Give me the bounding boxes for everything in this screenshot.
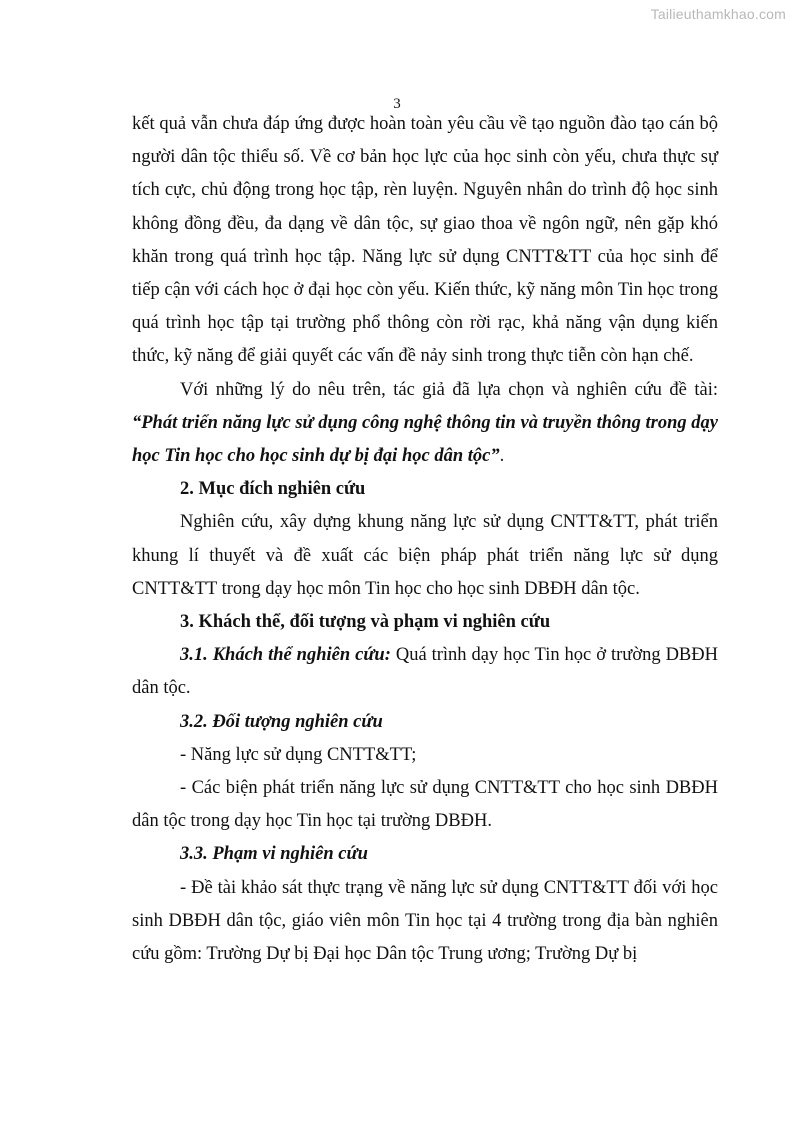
list-item: - Các biện phát triển năng lực sử dụng CNTT&TT cho học sinh DBĐH dân tộc trong dạy học Tin học tại trường DBĐH. bbox=[132, 778, 718, 832]
list-item: - Đề tài khảo sát thực trạng về năng lực sử dụng CNTT&TT đối với học sinh DBĐH dân tộc, giáo viên môn Tin học tại 4 trường trong địa bàn nghiên cứu gồm: Trường Dự bị Đại học Dân tộc Trung ương; Trường Dự bị bbox=[132, 877, 718, 965]
heading-research-scope: 3. Khách thể, đối tượng và phạm vi nghiên cứu bbox=[180, 612, 551, 633]
paragraph-research-subject bbox=[132, 639, 718, 705]
topic-title: “Phát triển năng lực sử dụng công nghệ thông tin và truyền thông trong dạy học Tin học cho học sinh dự bị đại học dân tộc” bbox=[132, 412, 718, 467]
topic-end-punct: . bbox=[499, 446, 505, 467]
subsection-3-1-label: 3.1. Khách thể nghiên cứu: bbox=[180, 645, 391, 666]
subsection-3-3-heading: 3.3. Phạm vi nghiên cứu bbox=[180, 844, 368, 865]
heading-research-purpose: 2. Mục đích nghiên cứu bbox=[180, 479, 366, 500]
subsection-3-1-text: Quá trình dạy học Tin học ở trường DBĐH dân tộc. bbox=[132, 645, 718, 699]
subsection-3-2-heading: 3.2. Đối tượng nghiên cứu bbox=[180, 711, 383, 732]
paragraph-intro-continued: kết quả vẫn chưa đáp ứng được hoàn toàn yêu cầu về tạo nguồn đào tạo cán bộ người dân tộc thiểu số. Về cơ bản học lực của học sinh còn yếu, chưa thực sự tích cực, chủ động trong học tập, rèn luyện. Nguyên nhân do trình độ học sinh không đồng đều, đa dạng về dân tộc, sự giao thoa về ngôn ngữ, nên gặp khó khăn trong quá trình học tập. Năng lực sử dụng CNTT&TT của học sinh để tiếp cận với cách học ở đại học còn yếu. Kiến thức, kỹ năng môn Tin học trong quá trình học tập tại trường phổ thông còn rời rạc, khả năng vận dụng kiến thức, kỹ năng để giải quyết các vấn đề nảy sinh trong thực tiễn còn hạn chế. bbox=[132, 114, 718, 367]
paragraph-topic bbox=[132, 374, 718, 474]
list-item: - Năng lực sử dụng CNTT&TT; bbox=[180, 744, 417, 765]
document-body bbox=[132, 108, 718, 971]
topic-lead-text: Với những lý do nêu trên, tác giả đã lựa chọn và nghiên cứu đề tài: bbox=[180, 379, 718, 400]
page-number: 3 bbox=[393, 96, 401, 112]
paragraph-research-purpose: Nghiên cứu, xây dựng khung năng lực sử dụng CNTT&TT, phát triển khung lí thuyết và đề xuất các biện pháp phát triển năng lực sử dụng CNTT&TT trong dạy học môn Tin học cho học sinh DBĐH dân tộc. bbox=[132, 512, 718, 599]
watermark: Tailieuthamkhao.com bbox=[650, 6, 786, 22]
